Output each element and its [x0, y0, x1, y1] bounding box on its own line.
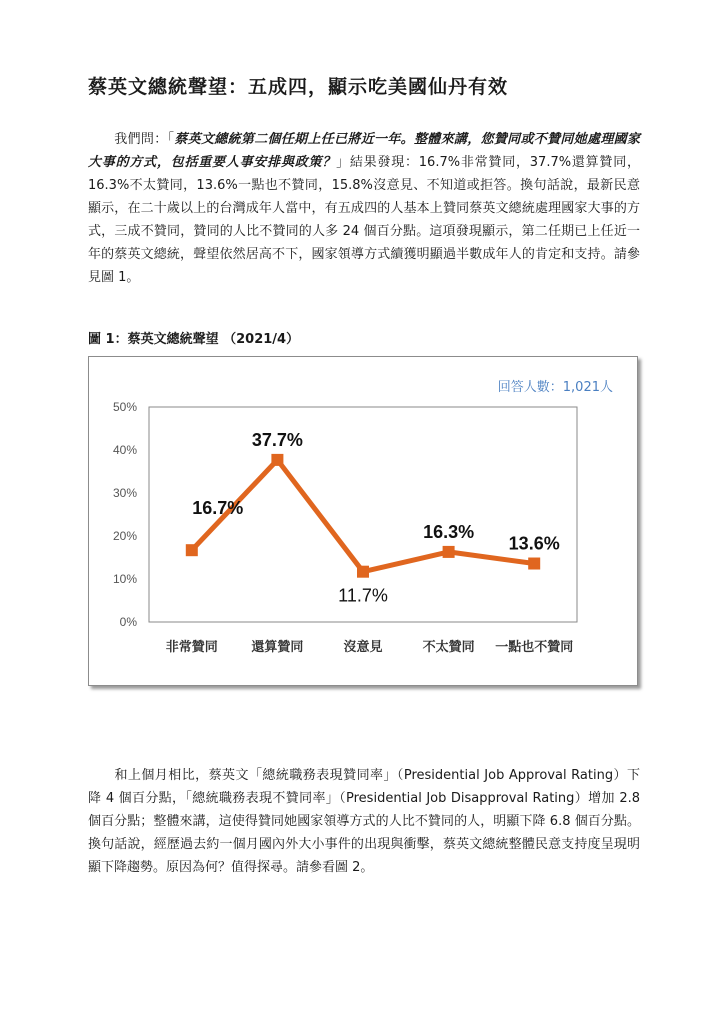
y-tick-label: 30% — [112, 486, 137, 500]
y-tick-label: 20% — [112, 529, 137, 543]
document-title: 蔡英文總統聲望：五成四，顯示吃美國仙丹有效 — [88, 76, 509, 98]
paragraph-1-prefix: 我們問：「 — [114, 132, 175, 147]
chart-frame — [88, 356, 638, 686]
respondent-count-annotation: 回答人數：1,021人 — [497, 380, 613, 395]
x-tick-label: 一點也不贊同 — [495, 640, 574, 655]
x-tick-label: 沒意見 — [343, 640, 383, 655]
survey-question: 蔡英文總統第二個任期上任已將近一年。整體來講，您贊同或不贊同她處理國家大事的方式，包括重要人事安排與政策？ — [88, 132, 640, 170]
data-point-marker — [528, 558, 540, 570]
y-tick-label: 50% — [112, 400, 137, 414]
data-label: 16.3% — [423, 521, 475, 542]
data-point-marker — [271, 454, 283, 466]
figure-caption: 圖 1：蔡英文總統聲望 （2021/4） — [88, 332, 300, 347]
paragraph-1-body: 」結果發現：16.7%非常贊同，37.7%還算贊同，16.3%不太贊同，13.6%一點也不贊同，15.8%沒意見、不知道或拒答。換句話說，最新民意顯示，在二十歲以上的台灣成年人當中，有五成四的人基本上贊同蔡英文總統處理國家大事的方式，三成不贊同，贊同的人比不贊同的人多 24 個百分點。這項發現顯示，第二任期已上任近一年的蔡英文總統，聲望依然居高不下，國家領導方式續獲明顯過半數成年人的肯定和支持。請參見圖 1。 — [88, 155, 640, 285]
data-label: 13.6% — [508, 533, 560, 554]
data-label: 16.7% — [192, 498, 244, 519]
approval-line-chart — [89, 357, 637, 685]
paragraph-2 — [88, 764, 640, 879]
paragraph-2-body: 和上個月相比，蔡英文「總統職務表現贊同率」（Presidential Job Approval Rating）下降 4 個百分點，「總統職務表現不贊同率」（Presidential Job Disapproval Rating）增加 2.8 個百分點；整體來講，這使得贊同她國家領導方式的人比不贊同的人，明顯下降 6.8 個百分點。換句話說，經歷過去約一個月國內外大小事件的出現與衝擊，蔡英文總統整體民意支持度呈現明顯下降趨勢。原因為何？值得探尋。請參看圖 2。 — [88, 768, 640, 875]
data-point-marker — [186, 544, 198, 556]
y-tick-label: 10% — [112, 572, 137, 586]
paragraph-1 — [88, 128, 640, 289]
data-label: 11.7% — [338, 585, 388, 606]
y-tick-label: 40% — [112, 443, 137, 457]
x-tick-label: 不太贊同 — [422, 640, 475, 655]
x-tick-label: 還算贊同 — [251, 640, 304, 655]
data-point-marker — [357, 566, 369, 578]
y-tick-label: 0% — [119, 615, 137, 629]
data-point-marker — [443, 546, 455, 558]
x-tick-label: 非常贊同 — [165, 640, 218, 655]
data-label: 37.7% — [251, 429, 303, 450]
